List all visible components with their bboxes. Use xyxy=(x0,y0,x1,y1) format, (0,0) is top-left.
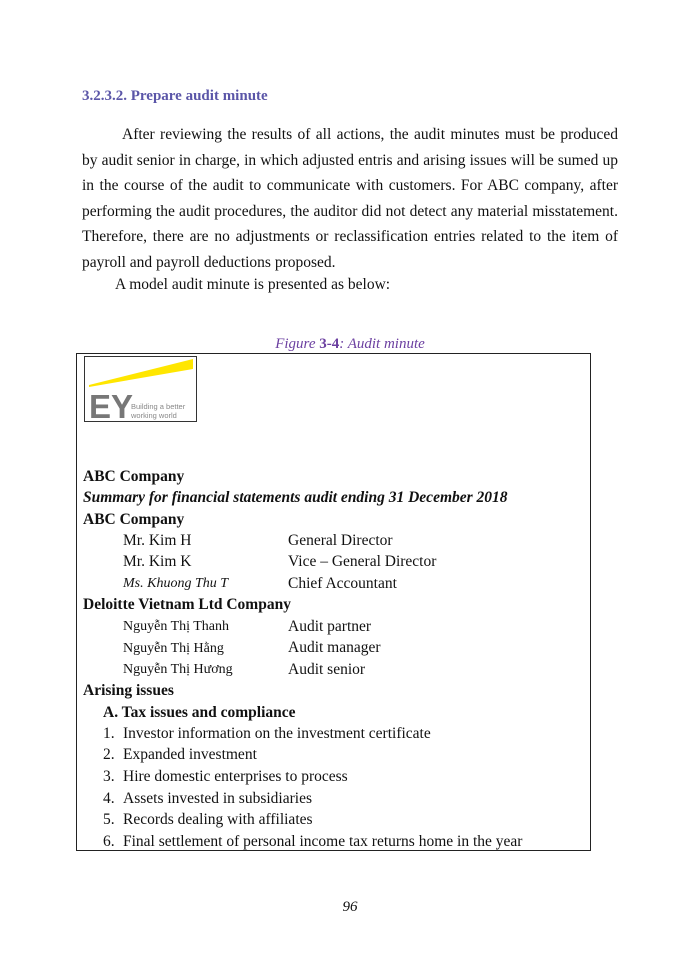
figure-caption xyxy=(0,336,700,353)
auditor-person-name: Nguyễn Thị Hương xyxy=(123,662,233,677)
caption-suffix: : Audit minute xyxy=(339,336,425,352)
summary-title: Summary for financial statements audit ending 31 December 2018 xyxy=(83,489,508,506)
audit-minute-box xyxy=(76,353,591,851)
section-heading: 3.2.3.2. Prepare audit minute xyxy=(82,88,268,104)
caption-number: 3-4 xyxy=(319,336,340,352)
client-person-name: Mr. Kim H xyxy=(123,532,192,549)
ey-logo-tagline-1: Building a better xyxy=(131,402,186,411)
page-number: 96 xyxy=(342,899,358,915)
ey-logo-beam xyxy=(89,359,193,387)
ey-logo-letters: EY xyxy=(89,388,134,421)
issue-number: 4. xyxy=(103,790,115,807)
arising-issues-label: Arising issues xyxy=(83,682,174,699)
ey-logo-tagline-2: working world xyxy=(131,411,177,420)
issue-item: Expanded investment xyxy=(123,746,257,763)
auditor-person-role: Audit partner xyxy=(288,618,372,635)
auditor-person-name: Nguyễn Thị Hằng xyxy=(123,641,224,656)
client-person-role: Chief Accountant xyxy=(288,575,397,592)
client-person-name: Mr. Kim K xyxy=(123,553,192,570)
issue-item: Investor information on the investment certificate xyxy=(123,725,431,742)
ey-logo-graphic xyxy=(85,357,196,421)
issue-item: Records dealing with affiliates xyxy=(123,811,313,828)
tax-issues-subsection: A. Tax issues and compliance xyxy=(103,704,296,721)
issue-item: Hire domestic enterprises to process xyxy=(123,768,348,785)
intro-text: A model audit minute is presented as below: xyxy=(115,276,391,293)
auditor-person-role: Audit senior xyxy=(288,661,366,678)
issue-number: 5. xyxy=(103,811,115,828)
issue-number: 6. xyxy=(103,833,115,850)
issue-item: Final settlement of personal income tax returns home in the year xyxy=(123,833,523,850)
auditor-person-role: Audit manager xyxy=(288,639,381,656)
body-paragraph xyxy=(82,122,618,276)
auditor-label: Deloitte Vietnam Ltd Company xyxy=(83,596,291,613)
caption-prefix: Figure xyxy=(275,336,320,352)
issue-number: 3. xyxy=(103,768,115,785)
client-person-role: General Director xyxy=(288,532,393,549)
company-name: ABC Company xyxy=(83,468,185,485)
issue-item: Assets invested in subsidiaries xyxy=(123,790,312,807)
issue-number: 1. xyxy=(103,725,115,742)
body-paragraph-text: After reviewing the results of all actions, the audit minutes must be produced by audit senior in charge, in which adjusted entris and arising issues will be sumed up in the course of the audit to communicate with customers. For ABC company, after performing the audit procedures, the auditor did not detect any material misstatement. Therefore, there are no adjustments or reclassification entries related to the item of payroll and payroll deductions proposed. xyxy=(82,126,618,271)
client-person-role: Vice – General Director xyxy=(288,553,437,570)
issue-number: 2. xyxy=(103,746,115,763)
auditor-person-name: Nguyễn Thị Thanh xyxy=(123,619,230,634)
ey-logo xyxy=(84,356,197,422)
client-label: ABC Company xyxy=(83,511,185,528)
client-person-name: Ms. Khuong Thu T xyxy=(123,576,229,591)
